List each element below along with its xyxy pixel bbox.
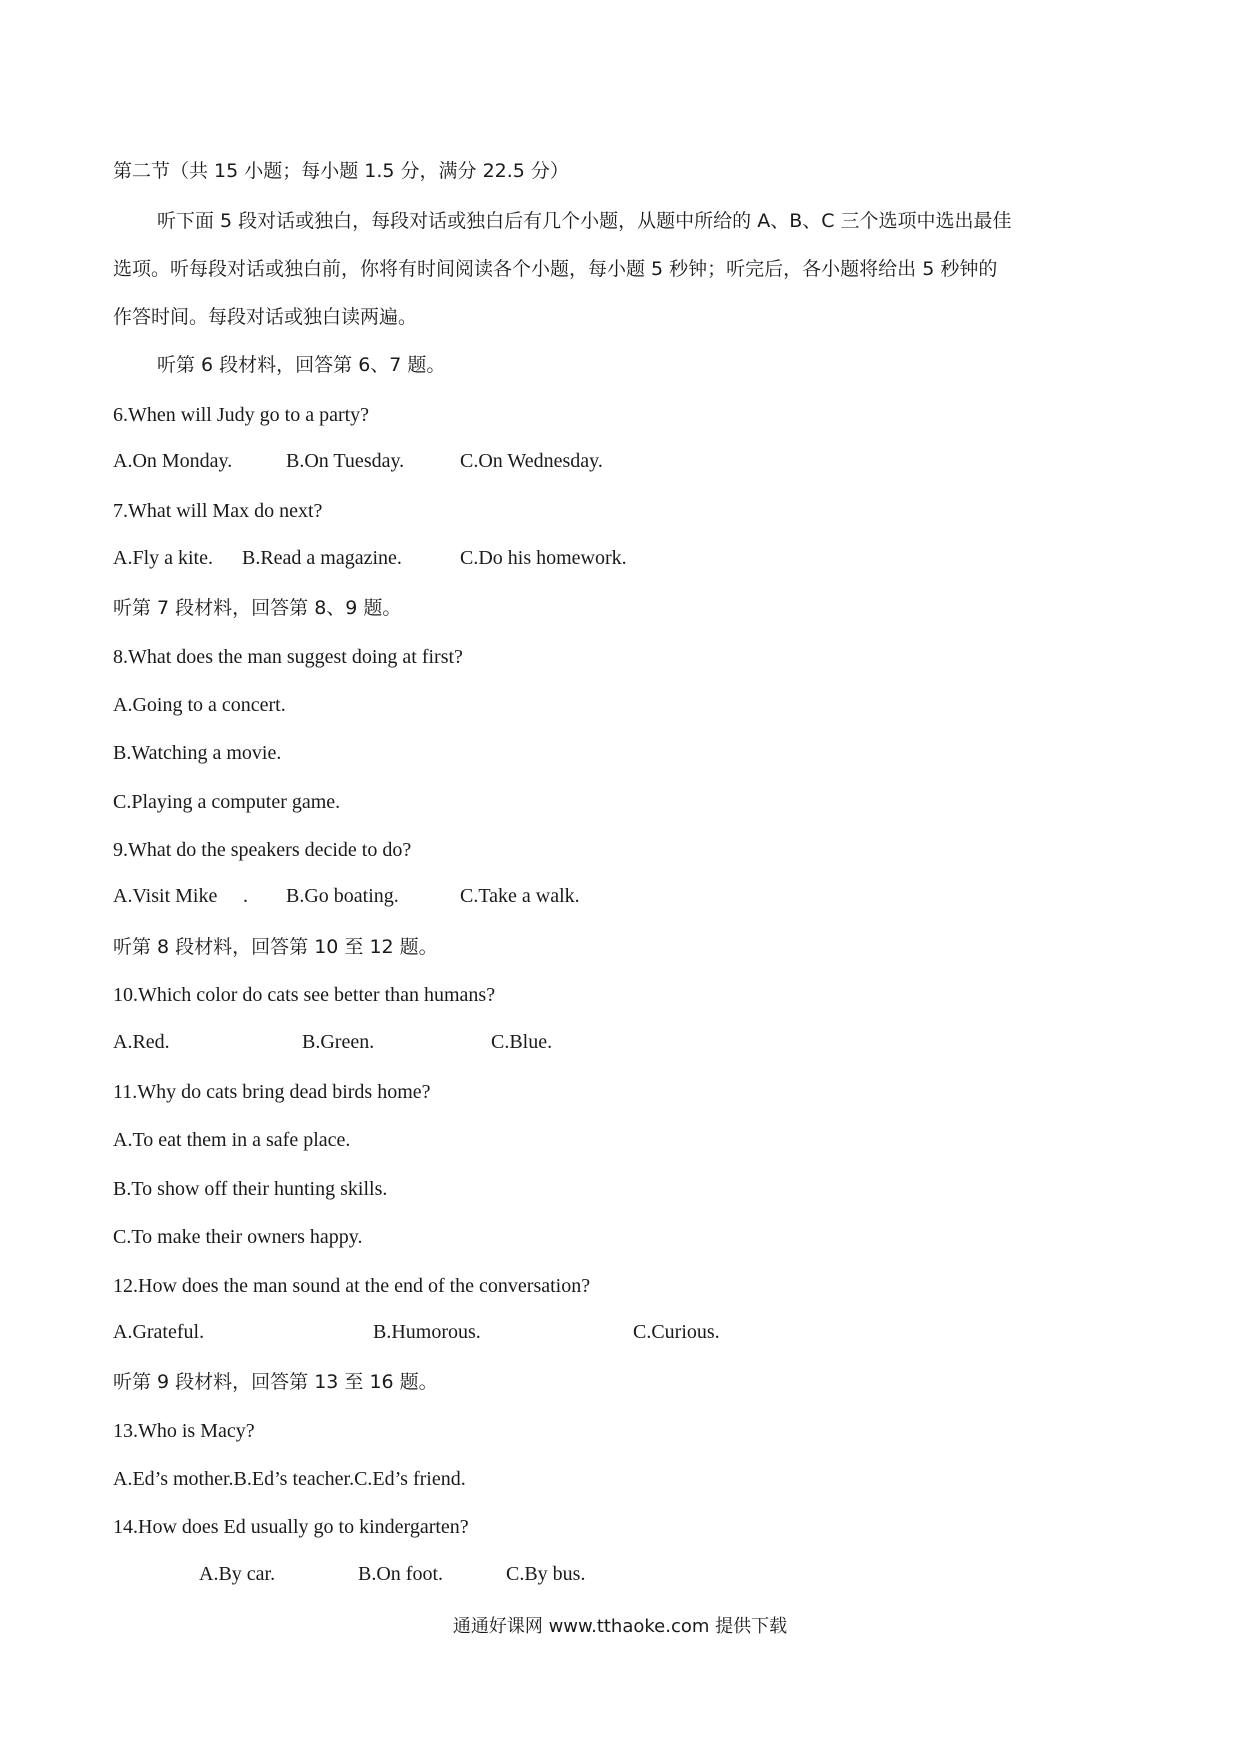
- material-9-intro: 听第 9 段材料，回答第 13 至 16 题。: [113, 1371, 438, 1393]
- q14-option-b: B.On foot.: [358, 1563, 443, 1585]
- q9-option-a-dot: .: [243, 885, 248, 907]
- q10-option-a: A.Red.: [113, 1031, 170, 1053]
- q14-option-a: A.By car.: [199, 1563, 276, 1585]
- question-11-stem: 11.Why do cats bring dead birds home?: [113, 1081, 431, 1103]
- question-13-stem: 13.Who is Macy?: [113, 1420, 255, 1442]
- q9-option-a: A.Visit Mike: [113, 885, 218, 907]
- instruction-line-1: 听下面 5 段对话或独白，每段对话或独白后有几个小题，从题中所给的 A、B、C 三个选项中选出最佳: [157, 210, 1012, 232]
- q6-option-b: B.On Tuesday.: [286, 450, 405, 472]
- q8-option-a: A.Going to a concert.: [113, 694, 286, 716]
- q12-option-b: B.Humorous.: [373, 1321, 481, 1343]
- question-10-options: [0, 1031, 1240, 1057]
- material-8-intro: 听第 8 段材料，回答第 10 至 12 题。: [113, 936, 438, 958]
- q10-option-c: C.Blue.: [491, 1031, 553, 1053]
- q7-option-c: C.Do his homework.: [460, 547, 627, 569]
- q12-option-a: A.Grateful.: [113, 1321, 205, 1343]
- question-10-stem: 10.Which color do cats see better than humans?: [113, 984, 496, 1006]
- question-6-options: [0, 450, 1240, 476]
- q6-option-c: C.On Wednesday.: [460, 450, 603, 472]
- q9-option-b: B.Go boating.: [286, 885, 399, 907]
- question-7-options: [0, 547, 1240, 573]
- material-7-intro: 听第 7 段材料，回答第 8、9 题。: [113, 597, 402, 619]
- q6-option-a: A.On Monday.: [113, 450, 233, 472]
- instruction-line-3: 作答时间。每段对话或独白读两遍。: [113, 306, 418, 328]
- page-footer: 通通好课网 www.tthaoke.com 提供下载: [452, 1616, 788, 1637]
- question-9-options: [0, 885, 1240, 911]
- q11-option-a: A.To eat them in a safe place.: [113, 1129, 351, 1151]
- q8-option-c: C.Playing a computer game.: [113, 791, 341, 813]
- q8-option-b: B.Watching a movie.: [113, 742, 282, 764]
- question-6-stem: 6.When will Judy go to a party?: [113, 404, 370, 426]
- question-7-stem: 7.What will Max do next?: [113, 500, 323, 522]
- q7-option-a: A.Fly a kite.: [113, 547, 213, 569]
- question-12-stem: 12.How does the man sound at the end of the conversation?: [113, 1275, 591, 1297]
- material-6-intro: 听第 6 段材料，回答第 6、7 题。: [157, 354, 446, 376]
- question-14-stem: 14.How does Ed usually go to kindergarten?: [113, 1516, 469, 1538]
- q10-option-b: B.Green.: [302, 1031, 375, 1053]
- instruction-line-2: 选项。听每段对话或独白前，你将有时间阅读各个小题，每小题 5 秒钟；听完后，各小题将给出 5 秒钟的: [113, 258, 998, 280]
- q11-option-c: C.To make their owners happy.: [113, 1226, 363, 1248]
- question-8-stem: 8.What does the man suggest doing at first?: [113, 646, 463, 668]
- q14-option-c: C.By bus.: [506, 1563, 586, 1585]
- section-heading: 第二节（共 15 小题；每小题 1.5 分，满分 22.5 分）: [113, 160, 569, 182]
- q7-option-b: B.Read a magazine.: [242, 547, 402, 569]
- q12-option-c: C.Curious.: [633, 1321, 720, 1343]
- question-9-stem: 9.What do the speakers decide to do?: [113, 839, 412, 861]
- question-12-options: [0, 1321, 1240, 1347]
- q9-option-c: C.Take a walk.: [460, 885, 580, 907]
- q13-options: A.Ed’s mother.B.Ed’s teacher.C.Ed’s friend.: [113, 1468, 466, 1490]
- question-14-options: [0, 1563, 1240, 1589]
- q11-option-b: B.To show off their hunting skills.: [113, 1178, 388, 1200]
